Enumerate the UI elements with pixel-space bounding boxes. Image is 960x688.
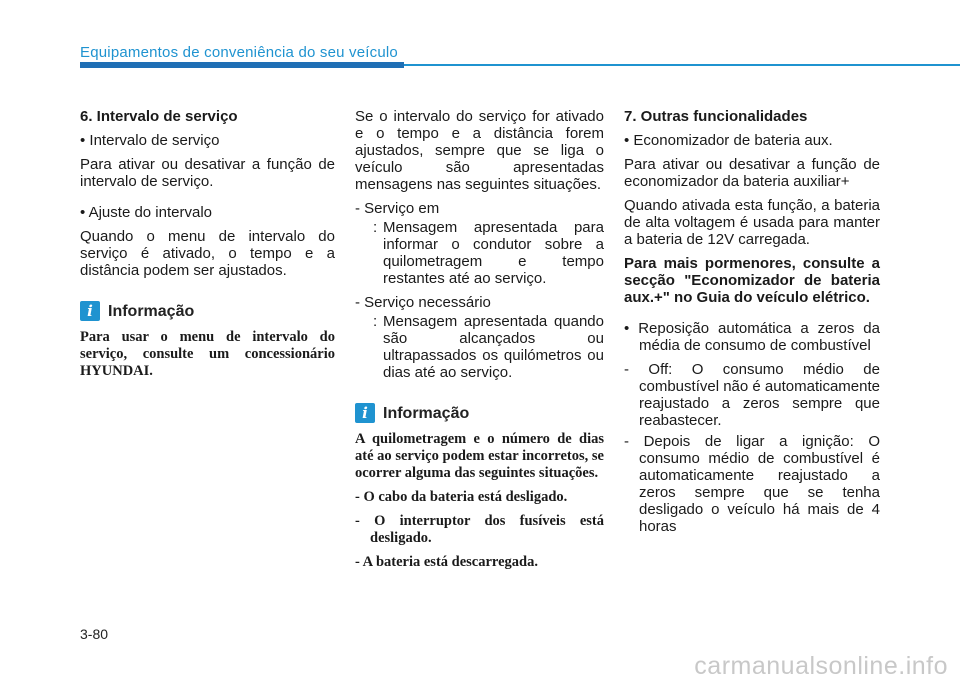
list-item: - Depois de ligar a ignição: O consumo médio de combustível é automaticamente reajustado a zeros sempre que se tenha desligado o veículo há mais de 4 horas (624, 433, 880, 535)
info-icon: i (355, 403, 375, 423)
item-text: Mensagem apresentada para informar o condutor sobre a quilometragem e tempo restantes até ao serviço. (383, 219, 604, 287)
info-box-header (80, 301, 335, 321)
paragraph: Se o intervalo do serviço for ativado e o tempo e a distância forem ajustados, sempre que se liga o veículo são apresentadas mensagens nas seguintes situações. (355, 108, 604, 193)
paragraph-reference: Para mais pormenores, consulte a secção "Economizador de bateria aux.+" no Guia do veículo elétrico. (624, 255, 880, 306)
heading-service-interval: 6. Intervalo de serviço (80, 108, 238, 125)
column-1 (80, 108, 335, 387)
item-detail-service-in: : Mensagem apresentada para informar o condutor sobre a quilometragem e tempo restantes até ao serviço. (373, 219, 604, 287)
info-list-item: - O cabo da bateria está desligado. (355, 489, 568, 505)
item-label-service-in: - Serviço em (355, 200, 440, 217)
info-text: Para usar o menu de intervalo do serviço, consulte um concessionário HYUNDAI. (80, 329, 335, 379)
header-rule-accent (80, 62, 404, 68)
bullet-interval-adjust: • Ajuste do intervalo (80, 204, 335, 221)
section-header: Equipamentos de conveniência do seu veículo (80, 44, 398, 61)
info-text: A quilometragem e o número de dias até ao serviço podem estar incorretos, se ocorrer alguma das seguintes situações. (355, 431, 604, 481)
paragraph: Para ativar ou desativar a função de economizador da bateria auxiliar+ (624, 156, 880, 190)
info-list-item: - A bateria está descarregada. (355, 554, 538, 570)
paragraph: Quando o menu de intervalo do serviço é ativado, o tempo e a distância podem ser ajustados. (80, 228, 335, 279)
column-3 (624, 108, 880, 539)
paragraph: Para ativar ou desativar a função de intervalo de serviço. (80, 156, 335, 190)
paragraph: Quando ativada esta função, a bateria de alta voltagem é usada para manter a bateria de 12V carregada. (624, 197, 880, 248)
info-icon: i (80, 301, 100, 321)
watermark: carmanualsonline.info (694, 652, 948, 680)
info-list-item: - O interruptor dos fusíveis está desligado. (355, 513, 604, 546)
page-number: 3-80 (80, 626, 109, 642)
info-box-header (355, 403, 604, 423)
list-item: - Off: O consumo médio de combustível não é automaticamente reajustado a zeros sempre que reabastecer. (624, 361, 880, 429)
info-body (355, 431, 604, 571)
bullet-battery-saver: • Economizador de bateria aux. (624, 132, 880, 149)
info-body (80, 329, 335, 380)
bullet-service-interval: • Intervalo de serviço (80, 132, 335, 149)
column-2 (355, 108, 604, 578)
bullet-auto-reset: • Reposição automática a zeros da média de consumo de combustível (624, 320, 880, 354)
item-label-service-required: - Serviço necessário (355, 294, 491, 311)
info-title: Informação (383, 404, 470, 422)
heading-other-features: 7. Outras funcionalidades (624, 108, 808, 125)
item-text: Mensagem apresentada quando são alcançados ou ultrapassados os quilómetros ou dias até ao serviço. (383, 313, 604, 381)
item-detail-service-required: : Mensagem apresentada quando são alcançados ou ultrapassados os quilómetros ou dias até ao serviço. (373, 313, 604, 381)
info-title: Informação (108, 302, 195, 320)
